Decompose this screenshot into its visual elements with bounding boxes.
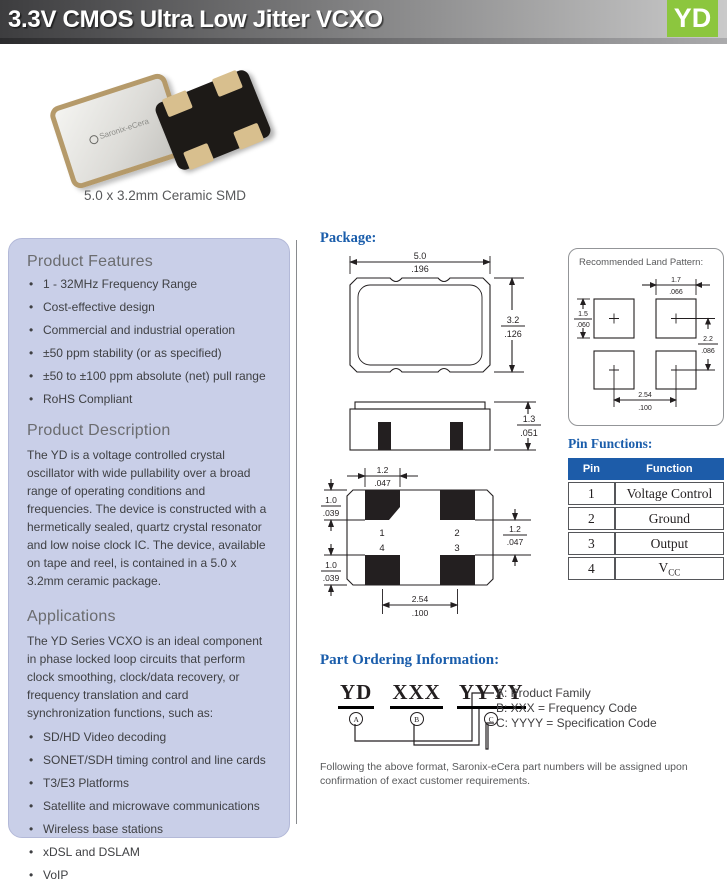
applications-list <box>27 730 277 882</box>
part-segment-frequency: XXX B <box>390 680 443 726</box>
lp-pad-h-in: .060 <box>576 322 590 329</box>
legend-frequency-code: B: XXX = Frequency Code <box>496 701 638 715</box>
dim-height-in: .126 <box>504 329 522 339</box>
bullet-icon: • <box>29 822 34 836</box>
pin-number: 3 <box>454 543 460 554</box>
bullet-icon: • <box>29 300 34 314</box>
ordering-note: Following the above format, Saronix-eCera part numbers will be assigned upon confirmation of exact customer requirements. <box>320 761 688 788</box>
dim-pad-width-mm: 1.2 <box>376 465 389 475</box>
pad-3 <box>440 555 475 585</box>
bullet-icon: • <box>29 845 34 859</box>
pin-number: 1 <box>379 528 385 539</box>
dim-pad-height-bot-mm: 1.0 <box>325 560 337 570</box>
applications-heading: Applications <box>27 608 116 625</box>
lp-h-pitch-mm: 2.54 <box>638 392 652 399</box>
list-item: • 1 - 32MHz Frequency Range <box>29 277 198 291</box>
bullet-icon: • <box>29 753 34 767</box>
dim-thickness-in: .051 <box>520 428 538 438</box>
list-item: • T3/E3 Platforms <box>29 776 130 790</box>
vcc-label: V <box>658 559 669 575</box>
package-side-view-drawing <box>330 398 565 458</box>
bullet-icon: • <box>29 346 34 360</box>
list-item: • ±50 to ±100 ppm absolute (net) pull range <box>29 369 266 383</box>
pin-number: 4 <box>379 543 385 554</box>
list-item: • Wireless base stations <box>29 822 164 836</box>
photo-caption: 5.0 x 3.2mm Ceramic SMD <box>84 188 247 203</box>
dim-pitch-in: .100 <box>411 608 429 618</box>
list-item: • SD/HD Video decoding <box>29 730 167 744</box>
list-item: • Cost-effective design <box>29 300 155 314</box>
dim-width-in: .196 <box>411 264 429 274</box>
package-heading: Package: <box>320 230 377 246</box>
list-item: • Satellite and microwave communications <box>29 799 260 813</box>
dim-pad-height-top-mm: 1.0 <box>325 495 337 505</box>
solder-pad <box>183 143 214 170</box>
pin-functions-table <box>568 456 724 582</box>
marker-c: C <box>484 712 498 726</box>
list-item: • VoIP <box>29 868 69 882</box>
dim-pitch-mm: 2.54 <box>411 594 429 604</box>
dim-pad-width-in: .047 <box>374 478 391 488</box>
bullet-icon: • <box>29 730 34 744</box>
dim-pad-gap-in: .047 <box>506 537 524 547</box>
solder-pad <box>212 70 243 97</box>
bullet-icon: • <box>29 776 34 790</box>
table-row: 4 $V_{CC}$ <box>568 557 724 580</box>
land-pattern-panel <box>568 248 724 426</box>
info-panel <box>8 238 290 882</box>
description-body: The YD is a voltage controlled crystal oscillator with wide pullability over a broad range of operating conditions and frequencies. The device is constructed with a hermetically sealed, quartz crystal resonator and low noise clock IC. The device, available on tape and reel, is contained in a 5.0 x 3.2mm ceramic package. <box>27 448 267 588</box>
chip-logo-text: Saronix-eCera <box>98 116 151 142</box>
lp-pad-w-in: .066 <box>669 289 683 296</box>
part-ordering-section <box>318 652 722 802</box>
chip-logo <box>88 117 150 145</box>
lp-pad-w-mm: 1.7 <box>671 277 681 284</box>
bullet-icon: • <box>29 868 34 882</box>
list-item: • RoHS Compliant <box>29 392 133 406</box>
package-bottom-view-drawing <box>318 462 568 624</box>
series-logo-badge: YD <box>667 0 718 37</box>
table-row: 3 Output <box>568 532 724 555</box>
vcc-subscript: CC <box>668 567 681 578</box>
bullet-icon: • <box>29 277 34 291</box>
lp-v-pitch-in: .086 <box>701 348 715 355</box>
lp-pad-h-mm: 1.5 <box>578 311 588 318</box>
list-item: • xDSL and DSLAM <box>29 845 140 859</box>
table-row: 1 Voltage Control <box>568 482 724 505</box>
bullet-icon: • <box>29 799 34 813</box>
pad-1 <box>365 490 400 520</box>
package-top-view-drawing <box>330 250 565 398</box>
part-segment-family: YD A <box>338 680 374 726</box>
part-segment-spec: YYYY C <box>457 680 526 726</box>
description-heading: Product Description <box>27 422 171 439</box>
page-title: 3.3V CMOS Ultra Low Jitter VCXO <box>8 6 383 33</box>
features-heading: Product Features <box>27 253 153 270</box>
pad-2 <box>440 490 475 520</box>
list-item: • Commercial and industrial operation <box>29 323 236 337</box>
header-shadow-strip <box>0 38 727 44</box>
column-divider <box>296 240 297 824</box>
list-item: • ±50 ppm stability (or as specified) <box>29 346 222 360</box>
marker-a: A <box>349 712 363 726</box>
dim-pad-height-top-in: .039 <box>322 508 340 518</box>
features-list <box>27 277 277 406</box>
ordering-heading: Part Ordering Information: <box>320 652 500 668</box>
dim-height-mm: 3.2 <box>506 315 520 325</box>
dim-pad-height-bot-in: .039 <box>322 573 340 583</box>
land-pattern-heading: Recommended Land Pattern: <box>579 257 704 268</box>
column-header-pin: Pin <box>568 458 615 480</box>
bullet-icon: • <box>29 369 34 383</box>
bullet-icon: • <box>29 392 34 406</box>
pin-number: 2 <box>454 528 460 539</box>
package-outline <box>350 278 490 372</box>
solder-pad <box>233 123 264 150</box>
column-header-function: Function <box>615 458 724 480</box>
dim-width-mm: 5.0 <box>413 251 427 261</box>
header-bar <box>0 0 727 38</box>
table-header-row <box>568 458 724 480</box>
bullet-icon: • <box>29 323 34 337</box>
applications-intro: The YD Series VCXO is an ideal component in phase locked loop circuits that perform clock smoothing, clock/data recovery, or frequency translation and card synchronization functions, such as: <box>27 634 263 720</box>
legend-product-family: A: Product Family <box>496 686 591 700</box>
chip-logo-icon <box>88 134 99 145</box>
lp-h-pitch-in: .100 <box>638 405 652 412</box>
table-row: 2 Ground <box>568 507 724 530</box>
pad-4 <box>365 555 400 585</box>
dim-thickness-mm: 1.3 <box>522 414 536 424</box>
land-pattern-drawing <box>569 249 723 425</box>
dim-pad-gap-mm: 1.2 <box>509 524 521 534</box>
pin-functions-heading: Pin Functions: <box>568 436 653 451</box>
lp-v-pitch-mm: 2.2 <box>703 336 713 343</box>
marker-b: B <box>410 712 424 726</box>
list-item: • SONET/SDH timing control and line cards <box>29 753 266 767</box>
legend-spec-code: C: YYYY = Specification Code <box>496 716 657 730</box>
